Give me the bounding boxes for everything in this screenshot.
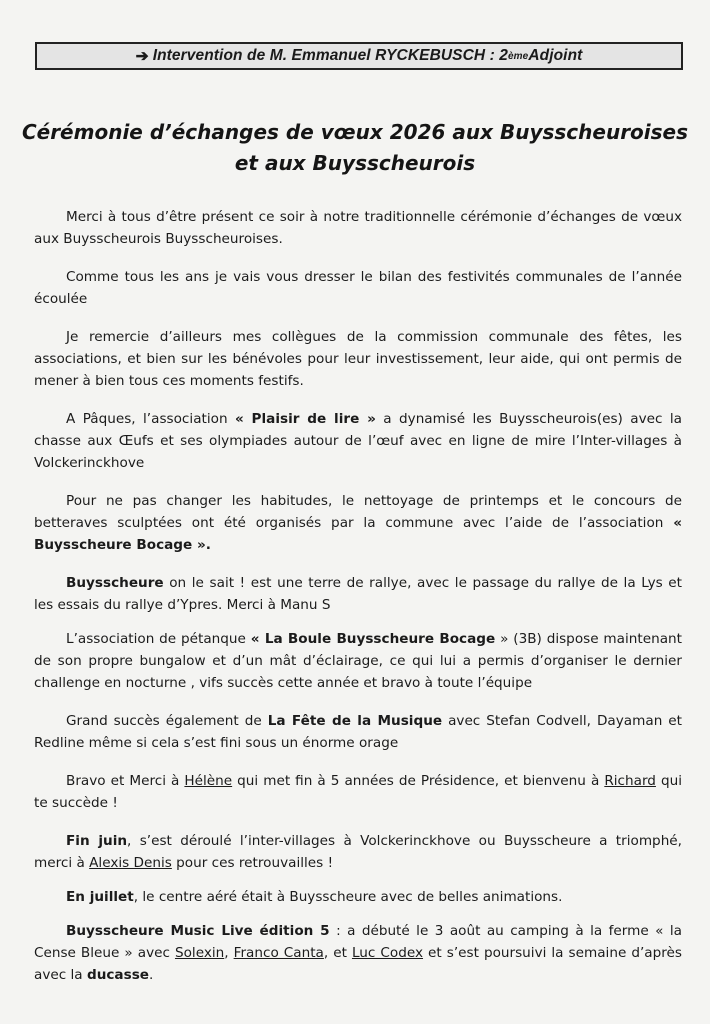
text: a dynamisé les Buysscheurois(es) avec la chasse aux Œufs et ses olympiades autour de l’œuf avec en ligne de mire l’Inter-villages à Volckerinckhove <box>34 411 682 471</box>
paragraph-petanque <box>34 628 682 694</box>
intervention-header <box>35 42 683 70</box>
text: , <box>224 945 234 961</box>
text: qui met fin à 5 années de Présidence, et bienvenu à <box>232 773 605 789</box>
paragraph-music-fest <box>34 710 682 754</box>
text: pour ces retrouvailles ! <box>171 855 334 871</box>
paragraph-easter <box>34 408 682 474</box>
text: Grand succès également de <box>66 713 268 729</box>
text: et s’est poursuivi la semaine d’après avec la <box>34 945 682 983</box>
date-label: En juillet <box>66 889 134 905</box>
artist-name: Franco Canta <box>233 945 324 961</box>
speech-body <box>34 206 682 1002</box>
event-name: ducasse <box>86 967 150 983</box>
text: Bravo et Merci à <box>66 773 185 789</box>
paragraph-rally <box>34 572 682 616</box>
date-label: Fin juin <box>66 833 128 849</box>
text: » (3B) dispose maintenant de son propre bungalow et d’un mât d’éclairage, ce qui lui a permis d’organiser le dernier challenge en nocturne , vifs succès cette année et bravo à toute l’équipe <box>34 631 682 691</box>
artist-name: Solexin <box>174 945 225 961</box>
header-role: Adjoint <box>528 47 583 64</box>
text: . <box>149 967 154 983</box>
paragraph-inter-villages <box>34 830 682 874</box>
person-name: Hélène <box>184 773 233 789</box>
paragraph-presidency <box>34 770 682 814</box>
text: on le sait ! est une terre de rallye, avec le passage du rallye de la Lys et les essais du rallye d’Ypres. Merci à Manu S <box>34 575 682 613</box>
arrow-icon: ➔ <box>135 47 149 65</box>
person-name: Richard <box>604 773 656 789</box>
text: avec Stefan Codvell, Dayaman et Redline même si cela s’est fini sous un énorme orage <box>34 713 682 751</box>
text: , s’est déroulé l’inter-villages à Volckerinckhove ou Buysscheure a triomphé, merci à <box>34 833 682 871</box>
page-title <box>20 117 690 179</box>
village-name: Buysscheure <box>66 575 164 591</box>
text: A Pâques, l’association <box>66 411 235 427</box>
header-label: Intervention de M. Emmanuel RYCKEBUSCH : 2 <box>152 47 508 64</box>
text: qui te succède ! <box>34 773 682 811</box>
paragraph-thanks: Je remercie d’ailleurs mes collègues de la commission communale des fêtes, les associations, et bien sur les bénévoles pour leur investissement, leur aide, qui ont permis de mener à bien tous ces moments festifs. <box>34 329 682 389</box>
text: L’association de pétanque <box>66 631 251 647</box>
paragraph-welcome: Merci à tous d’être présent ce soir à notre traditionnelle cérémonie d’échanges de vœux aux Buysscheurois Buysscheuroises. <box>34 209 682 247</box>
paragraph-july <box>34 886 682 908</box>
association-name: « Plaisir de lire » <box>234 411 376 427</box>
title-line-1: Cérémonie d’échanges de vœux 2026 aux Buysscheuroises <box>21 120 689 144</box>
text: , le centre aéré était à Buysscheure avec de belles animations. <box>133 889 563 905</box>
event-name: La Fête de la Musique <box>267 713 443 729</box>
paragraph-intro: Comme tous les ans je vais vous dresser le bilan des festivités communales de l’année écoulée <box>34 269 682 307</box>
association-name: « Buysscheure Bocage ». <box>34 515 682 553</box>
artist-name: Luc Codex <box>351 945 424 961</box>
paragraph-music-live <box>34 920 682 986</box>
event-name: Buysscheure Music Live édition 5 <box>66 923 330 939</box>
text: Pour ne pas changer les habitudes, le nettoyage de printemps et le concours de betteraves sculptées ont été organisés par la commune avec l’aide de l’association <box>34 493 682 531</box>
text: : a débuté le 3 août au camping à la ferme « la Cense Bleue » avec <box>34 923 682 961</box>
paragraph-spring-cleaning <box>34 490 682 556</box>
text: , et <box>323 945 352 961</box>
header-superscript: ème <box>508 50 529 62</box>
person-name: Alexis Denis <box>89 855 172 871</box>
title-line-2: et aux Buysscheurois <box>234 151 476 175</box>
association-name: « La Boule Buysscheure Bocage <box>250 631 496 647</box>
